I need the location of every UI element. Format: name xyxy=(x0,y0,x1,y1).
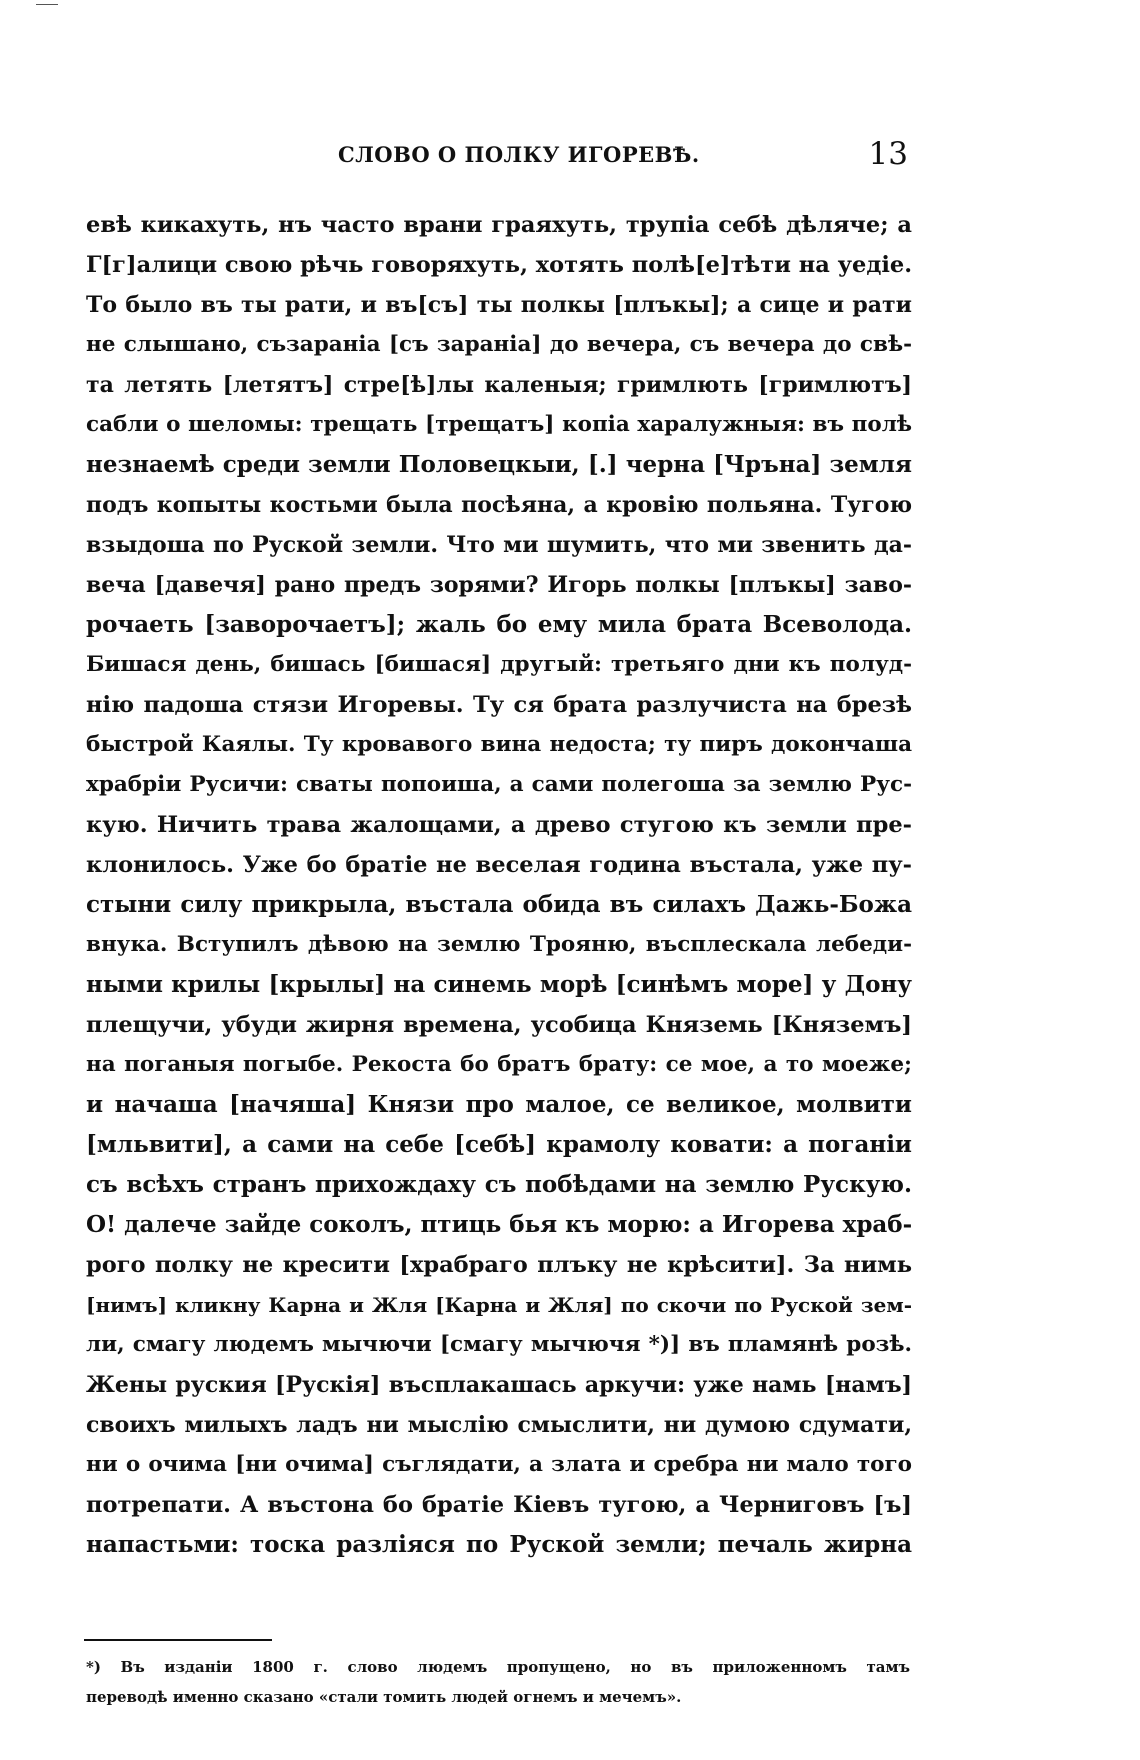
text-line: [мльвити], а сами на себе [себѣ] крамолу ковати: а поганіи xyxy=(86,1131,912,1158)
page-number: 13 xyxy=(868,136,908,172)
text-line: ными крилы [крылы] на синемь морѣ [синѣмъ море] у Дону xyxy=(86,971,912,998)
text-line: та летять [летятъ] стре[ѣ]лы каленыя; гримлють [гримлютъ] xyxy=(86,372,912,398)
text-line: [нимъ] кликну Карна и Жля [Карна и Жля] по скочи по Руской зем- xyxy=(86,1293,912,1317)
text-line: подъ копыты костьми была посѣяна, а кровію польяна. Тугою xyxy=(86,492,912,518)
text-line: рого полку не кресити [храбраго плъку не крѣсити]. За нимь xyxy=(86,1252,912,1278)
text-line: сабли о шеломы: трещать [трещатъ] копіа харалужныя: въ полѣ xyxy=(86,412,912,437)
text-line: веча [давечя] рано предъ зорями? Игорь полкы [плъкы] заво- xyxy=(86,572,912,598)
text-line: рочаеть [заворочаетъ]; жаль бо ему мила брата Всеволода. xyxy=(86,611,912,638)
text-line: кую. Ничить трава жалощами, а древо стугою къ земли пре- xyxy=(86,812,912,838)
text-line: своихъ милыхъ ладъ ни мыслію смыслити, ни думою сдумати, xyxy=(86,1412,912,1438)
text-line: То было въ ты рати, и въ[съ] ты полкы [плъкы]; а сице и рати xyxy=(86,292,912,318)
corner-mark xyxy=(36,4,58,5)
text-line: взыдоша по Руской земли. Что ми шумить, что ми звенить да- xyxy=(86,532,912,558)
text-line: стыни силу прикрыла, въстала обида въ силахъ Дажь-Божа xyxy=(86,891,912,918)
text-line: храбріи Русичи: сваты попоиша, а сами полегоша за землю Рус- xyxy=(86,772,912,797)
text-line: евѣ кикахуть, нъ часто врани граяхуть, трупіа себѣ дѣляче; а xyxy=(86,212,912,238)
text-line: потрепати. А въстона бо братіе Кіевъ тугою, а Черниговъ [ъ] xyxy=(86,1492,912,1518)
text-line: ли, смагу людемъ мычючи [смагу мычючя *)] въ пламянѣ розѣ. xyxy=(86,1332,912,1357)
text-line: Жены руския [Рускія] въсплакашась аркучи: уже намь [намъ] xyxy=(86,1372,912,1398)
text-line: Бишася день, бишась [бишася] другый: третьяго дни къ полуд- xyxy=(86,652,912,677)
text-line: на поганыя погыбе. Рекоста бо братъ брату: се мое, а то моеже; xyxy=(86,1052,912,1077)
text-line: Г[г]алици свою рѣчь говоряхуть, хотять полѣ[е]тѣти на уедіе. xyxy=(86,252,912,278)
footnote-rule xyxy=(84,1639,272,1641)
text-line: внука. Вступилъ дѣвою на землю Трояню, въсплескала лебеди- xyxy=(86,932,912,957)
text-line: и начаша [начяша] Князи про малое, се великое, молвити xyxy=(86,1091,912,1118)
page-header xyxy=(88,136,908,182)
text-line: нію падоша стязи Игоревы. Ту ся брата разлучиста на брезѣ xyxy=(86,692,912,718)
footnote xyxy=(86,1652,910,1712)
running-title: СЛОВО О ПОЛКУ ИГОРЕВѢ. xyxy=(338,142,700,167)
text-line: клонилось. Уже бо братіе не веселая година въстала, уже пу- xyxy=(86,852,912,878)
text-line: ни о очима [ни очима] съглядати, а злата и сребра ни мало того xyxy=(86,1452,912,1477)
text-line: быстрой Каялы. Ту кровавого вина недоста; ту пиръ докончаша xyxy=(86,732,912,757)
text-line: не слышано, съзараніа [съ зараніа] до вечера, съ вечера до свѣ- xyxy=(86,332,912,357)
footnote-line: переводѣ именно сказано «стали томить людей огнемъ и мечемъ». xyxy=(86,1688,682,1706)
text-line: О! далече зайде соколъ, птиць бья къ морю: а Игорева храб- xyxy=(86,1211,912,1238)
body-text xyxy=(86,205,912,1565)
text-line: незнаемѣ среди земли Половецкыи, [.] черна [Чръна] земля xyxy=(86,451,912,478)
text-line: напастьми: тоска разліяся по Руской земли; печаль жирна xyxy=(86,1531,912,1558)
footnote-line: *) Въ изданіи 1800 г. слово людемъ пропущено, но въ приложенномъ тамъ xyxy=(86,1658,910,1676)
text-line: плещучи, убуди жирня времена, усобица Княземь [Княземъ] xyxy=(86,1012,912,1038)
text-line: съ всѣхъ странъ прихождаху съ побѣдами на землю Рускую. xyxy=(86,1171,912,1198)
